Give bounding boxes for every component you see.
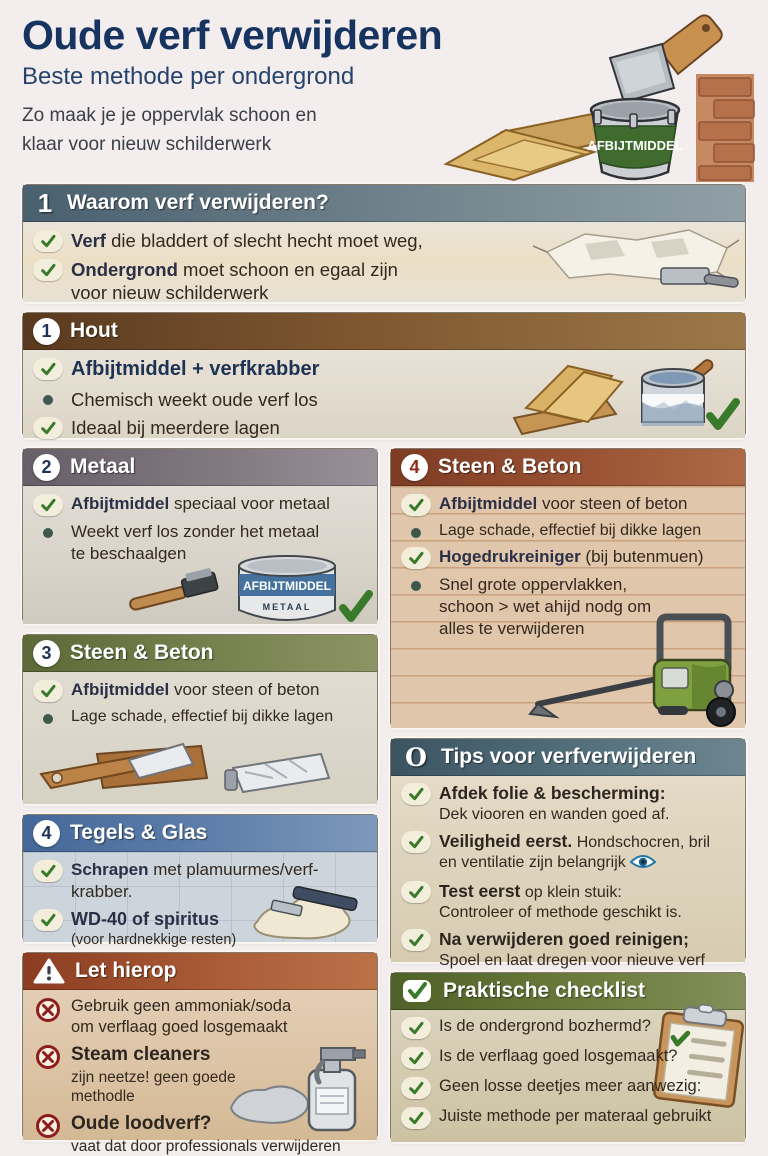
- check-icon: [401, 547, 431, 569]
- section-body: [391, 1010, 745, 1142]
- list-item: [33, 859, 367, 903]
- item-text: Weekt verf los zonder het metaal: [71, 522, 319, 541]
- check-icon: [401, 881, 431, 903]
- item-text: Lage schade, effectief bij dikke lagen: [439, 521, 701, 541]
- intro-line-1: Zo maak je je oppervlak schoon en: [22, 101, 746, 130]
- item-lead: Hogedrukreiniger: [439, 547, 581, 566]
- section-title: Metaal: [70, 455, 135, 479]
- section-header: [23, 953, 377, 990]
- right-column: [390, 448, 746, 1142]
- list-item: [401, 1106, 735, 1129]
- section-header: [23, 313, 745, 350]
- section-number: 4: [401, 454, 428, 481]
- item-text: Is de ondergrond bozhermd?: [439, 1016, 651, 1039]
- list-item: [401, 928, 735, 972]
- section-body: [23, 672, 377, 804]
- section-metaal: [22, 448, 378, 624]
- item-text: Juiste methode per materaal gebruikt: [439, 1106, 711, 1129]
- item-text-line2: zijn neetze! geen goede: [71, 1068, 236, 1088]
- list-item: [33, 357, 735, 383]
- prohibited-icon: [35, 1113, 61, 1144]
- list-item: [33, 521, 367, 565]
- brick-wall-icon: [696, 74, 754, 182]
- item-text-line2: voor nieuw schilderwerk: [71, 281, 398, 305]
- section-praktische-checklist: [390, 972, 746, 1142]
- check-icon: [401, 1017, 431, 1039]
- check-icon: [33, 358, 63, 380]
- item-lead: Oude loodverf?: [71, 1113, 211, 1134]
- bullet-icon: [43, 395, 53, 405]
- paint-stripper-bucket-illustration: [444, 14, 754, 182]
- item-text-line2: te beschaalgen: [71, 543, 319, 565]
- item-text-line2: om verflaag goed losgemaakt: [71, 1017, 291, 1038]
- item-subtext: (voor hardnekkige resten): [71, 931, 236, 950]
- item-text: met plamuurmes/verf-: [148, 860, 318, 879]
- item-text: Hondschocren, bril: [572, 834, 710, 851]
- item-lead: Steam cleaners: [71, 1044, 210, 1065]
- list-item: [401, 830, 735, 876]
- page-title: Oude verf verwijderen: [22, 12, 746, 59]
- check-icon: [33, 417, 63, 439]
- list-item: [401, 1016, 735, 1039]
- item-lead: Afbijtmiddel: [71, 494, 169, 513]
- list-item: [33, 388, 735, 412]
- list-item: [401, 493, 735, 516]
- page-subtitle: Beste methode per ondergrond: [22, 63, 746, 91]
- item-lead: Verf: [71, 230, 106, 251]
- list-item: [401, 782, 735, 826]
- item-lead: Veiligheid eerst.: [439, 831, 572, 851]
- item-lead: Afdek folie & bescherming:: [439, 783, 666, 803]
- item-lead: Ondergrond: [71, 259, 178, 280]
- warning-icon: [33, 958, 65, 984]
- section-number: 3: [33, 640, 60, 667]
- bucket-label: AFBIJTMIDDEL: [587, 138, 682, 153]
- left-column: [22, 448, 378, 1142]
- item-lead: Afbijtmiddel: [439, 494, 537, 513]
- item-text: Geen losse deetjes meer aanwezig:: [439, 1076, 701, 1099]
- item-text-line2: vaat dat door professionals verwijderen: [71, 1137, 341, 1156]
- can-label-line1: AFBIJTMIDDEL: [243, 579, 331, 593]
- item-text-line3: methodle: [71, 1087, 236, 1107]
- list-item: [401, 546, 735, 569]
- section-header: [23, 815, 377, 852]
- item-text: (bij butenmuen): [581, 547, 704, 566]
- section-tips: [390, 738, 746, 962]
- list-item: [33, 493, 367, 516]
- item-text: voor steen of beton: [537, 494, 687, 513]
- section-body: [23, 486, 377, 624]
- section-body: [23, 852, 377, 942]
- item-lead: Afbijtmiddel: [71, 680, 169, 699]
- section-body: [391, 486, 745, 728]
- item-text: die bladdert of slecht hecht moet weg,: [106, 230, 423, 251]
- item-text-line2: Controleer of methode geschikt is.: [439, 903, 682, 923]
- list-item: [33, 416, 735, 440]
- section-steen-beton-4: [390, 448, 746, 728]
- section-number: 2: [33, 454, 60, 481]
- item-text: Snel grote oppervlakken,: [439, 575, 627, 594]
- item-text-line2: en ventilatie zijn belangrijk: [439, 854, 626, 871]
- list-item: [33, 679, 367, 702]
- section-header: [391, 739, 745, 776]
- section-header: [391, 973, 745, 1010]
- list-item: [33, 1112, 367, 1156]
- prohibited-icon: [35, 997, 61, 1028]
- item-lead: Afbijtmiddel + verfkrabber: [71, 358, 319, 380]
- list-item: [33, 229, 735, 253]
- section-title: Waarom verf verwijderen?: [67, 191, 329, 215]
- section-number: 1: [33, 188, 57, 219]
- bullet-icon: [411, 581, 421, 591]
- section-title: Tegels & Glas: [70, 821, 207, 845]
- scrapers-and-tube-illustration: [33, 730, 343, 800]
- intro-line-2: klaar voor nieuw schilderwerk: [22, 130, 746, 159]
- check-icon: [33, 860, 63, 882]
- item-text: speciaal voor metaal: [169, 494, 330, 513]
- section-title: Let hierop: [75, 959, 177, 983]
- check-icon: [401, 1107, 431, 1129]
- section-title: Steen & Beton: [70, 641, 214, 665]
- list-item: [401, 1076, 735, 1099]
- sandpaper-icon: [446, 114, 604, 180]
- section-header: [23, 185, 745, 222]
- item-lead: Schrapen: [71, 860, 148, 879]
- item-lead: Na verwijderen goed reinigen;: [439, 929, 689, 949]
- check-icon: [33, 909, 63, 931]
- check-icon: [401, 783, 431, 805]
- item-text: moet schoon en egaal zijn: [178, 259, 398, 280]
- section-header: [23, 449, 377, 486]
- prohibited-icon: [35, 1044, 61, 1075]
- tips-badge-icon: O: [401, 743, 431, 772]
- item-text-line2: Spoel en laat dregen voor nieuve verf: [439, 951, 705, 971]
- list-item: [33, 258, 735, 305]
- section-body: [23, 222, 745, 302]
- section-title: Tips voor verfverwijderen: [441, 745, 696, 769]
- list-item: [401, 574, 735, 639]
- section-number: 1: [33, 318, 60, 345]
- list-item: [401, 521, 735, 541]
- section-header: [391, 449, 745, 486]
- section-title: Hout: [70, 319, 118, 343]
- bullet-icon: [43, 714, 53, 724]
- section-body: [23, 990, 377, 1140]
- section-body: [23, 350, 745, 438]
- checkbox-icon: [401, 979, 433, 1003]
- section-body: [391, 776, 745, 962]
- check-icon: [401, 831, 431, 853]
- bullet-icon: [43, 528, 53, 538]
- hero-section: [22, 12, 746, 184]
- item-text: Ideaal bij meerdere lagen: [71, 416, 280, 440]
- check-icon: [33, 680, 63, 702]
- can-label-line2: METAAL: [263, 602, 312, 612]
- list-item: [401, 1046, 735, 1069]
- item-text-line2: schoon > wet ahijd nodg om: [439, 596, 651, 618]
- check-icon: [33, 494, 63, 516]
- item-text: Gebruik geen ammoniak/soda: [71, 997, 291, 1015]
- section-title: Steen & Beton: [438, 455, 582, 479]
- list-item: [33, 707, 367, 727]
- item-lead: WD-40 of spiritus: [71, 909, 219, 929]
- list-item: [401, 880, 735, 924]
- item-text: Chemisch weekt oude verf los: [71, 388, 318, 412]
- item-text: op klein stuik:: [520, 884, 621, 901]
- check-icon: [401, 1077, 431, 1099]
- section-tegels-glas: [22, 814, 378, 942]
- section-let-hierop: [22, 952, 378, 1140]
- section-hout: [22, 312, 746, 438]
- check-icon: [401, 1047, 431, 1069]
- check-icon: [33, 230, 63, 252]
- item-text-line2: Dek viooren en wanden goed af.: [439, 805, 669, 825]
- bucket-icon: [587, 99, 682, 179]
- check-icon: [401, 494, 431, 516]
- section-waarom-verf-verwijderen: [22, 184, 746, 302]
- eye-icon: [630, 854, 656, 875]
- item-text: Is de verflaag goed losgemaakt?: [439, 1046, 678, 1069]
- item-text-line2: krabber.: [71, 881, 319, 903]
- section-title: Praktische checklist: [443, 979, 645, 1003]
- check-icon: [33, 259, 63, 281]
- list-item: [33, 996, 367, 1038]
- item-text: voor steen of beton: [169, 680, 319, 699]
- check-icon: [401, 929, 431, 951]
- section-steen-beton-3: [22, 634, 378, 804]
- item-lead: Test eerst: [439, 881, 520, 901]
- list-item: [33, 908, 367, 950]
- two-column-layout: [22, 448, 746, 1142]
- bullet-icon: [411, 528, 421, 538]
- section-number: 4: [33, 820, 60, 847]
- list-item: [33, 1043, 367, 1107]
- section-header: [23, 635, 377, 672]
- item-text-line3: alles te verwijderen: [439, 618, 651, 640]
- item-text: Lage schade, effectief bij dikke lagen: [71, 707, 333, 727]
